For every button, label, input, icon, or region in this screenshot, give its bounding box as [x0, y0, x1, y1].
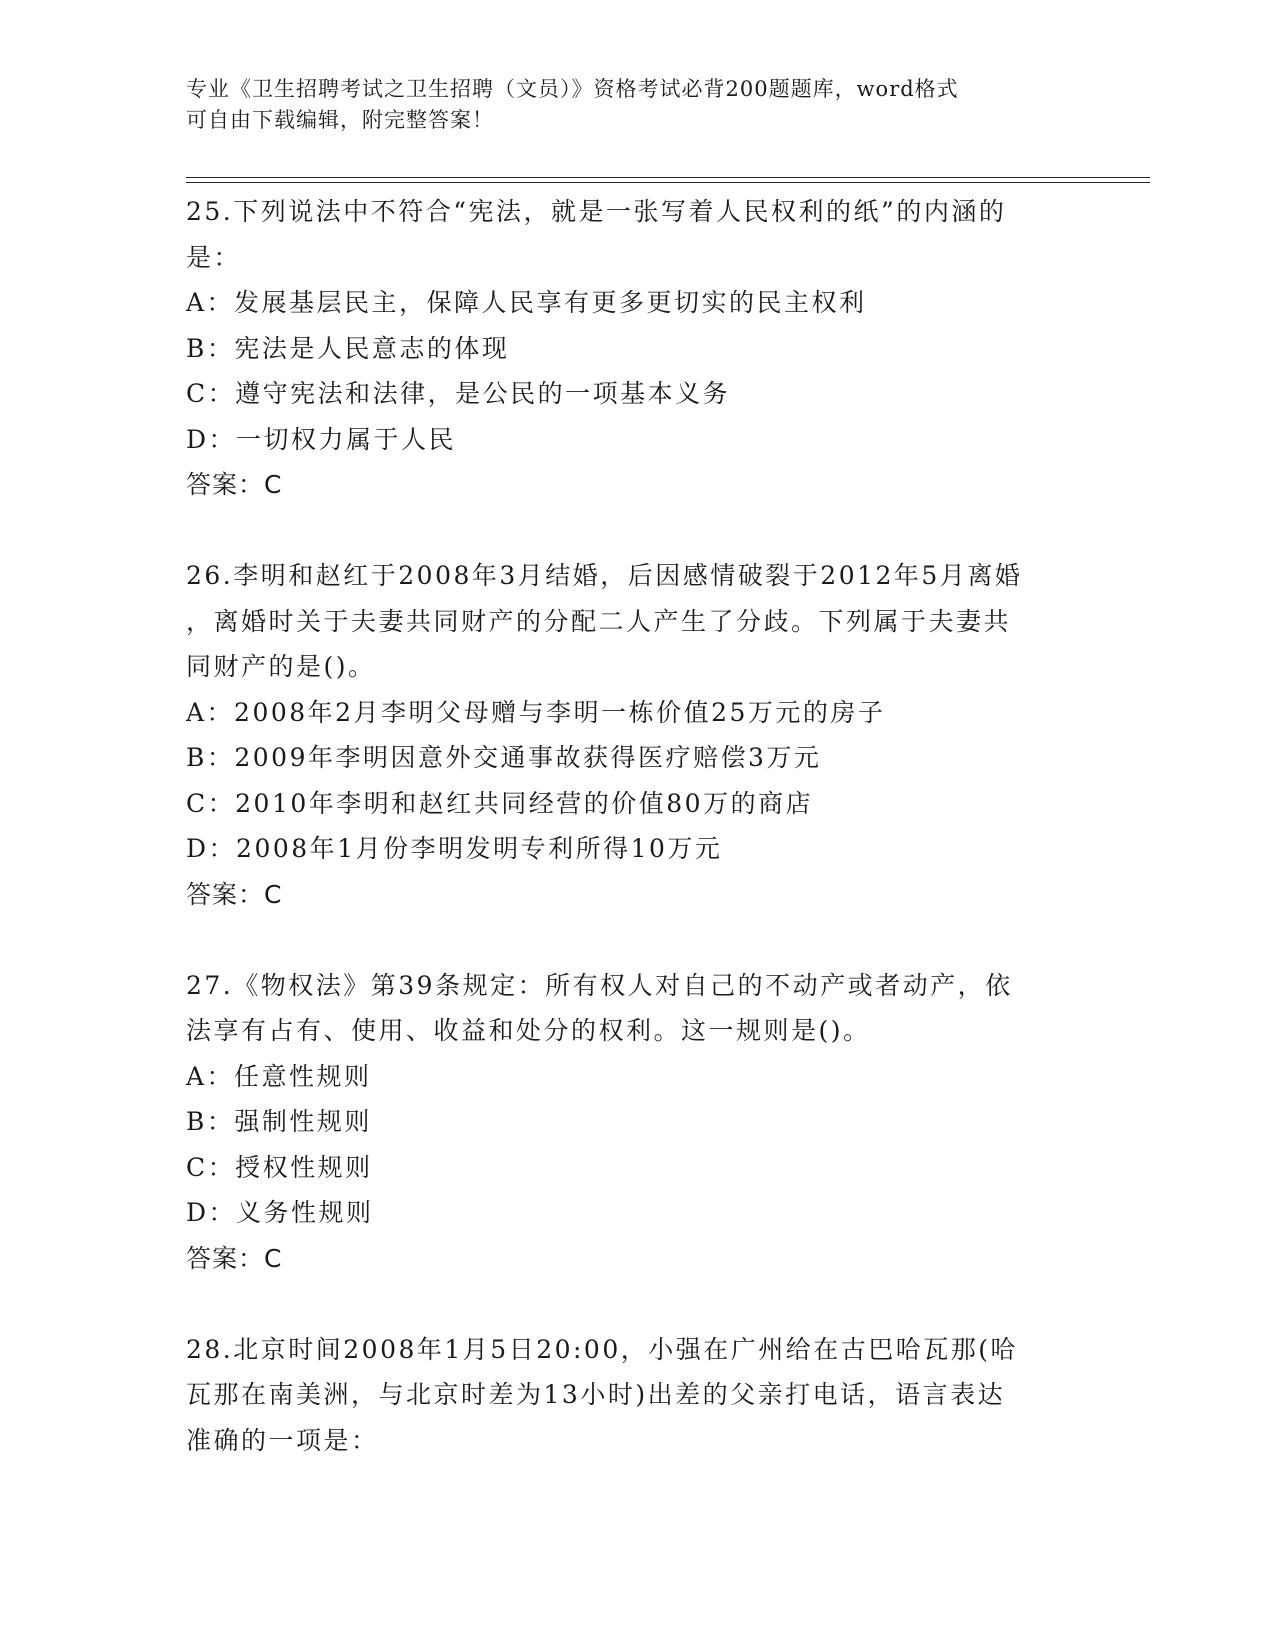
option-d: D：义务性规则 — [186, 1198, 374, 1227]
question-26 — [186, 553, 1086, 917]
option-a: A：2008年2月李明父母赠与李明一栋价值25万元的房子 — [186, 697, 886, 727]
option-a: A：任意性规则 — [186, 1061, 372, 1091]
question-stem-line: 是： — [186, 242, 242, 272]
question-stem-line: 同财产的是()。 — [186, 652, 376, 681]
question-28 — [186, 1327, 1086, 1464]
option-c: C：2010年李明和赵红共同经营的价值80万的商店 — [186, 788, 814, 818]
question-stem-line: 瓦那在南美洲，与北京时差为13小时)出差的父亲打电话，语言表达 — [186, 1380, 1006, 1409]
header-rule-bottom — [186, 182, 1150, 183]
option-b: B：2009年李明因意外交通事故获得医疗赔偿3万元 — [186, 743, 822, 772]
spacer — [186, 917, 1086, 963]
header-line-1: 专业《卫生招聘考试之卫生招聘（文员）》资格考试必背200题题库，word格式 — [186, 77, 959, 101]
option-c: C：授权性规则 — [186, 1152, 373, 1182]
option-c: C：遵守宪法和法律，是公民的一项基本义务 — [186, 379, 731, 408]
spacer — [186, 508, 1086, 554]
question-stem-line: 27.《物权法》第39条规定：所有权人对自己的不动产或者动产，依 — [186, 970, 1013, 1000]
option-d: D：一切权力属于人民 — [186, 424, 457, 454]
document-header — [186, 74, 1066, 136]
answer: 答案：C — [186, 879, 283, 909]
option-b: B：宪法是人民意志的体现 — [186, 333, 510, 363]
question-stem-line: 28.北京时间2008年1月5日20:00，小强在广州给在古巴哈瓦那(哈 — [186, 1334, 1018, 1364]
spacer — [186, 1281, 1086, 1327]
option-d: D：2008年1月份李明发明专利所得10万元 — [186, 834, 723, 863]
header-rule-top — [186, 177, 1150, 178]
answer: 答案：C — [186, 470, 283, 499]
question-stem-line: 26.李明和赵红于2008年3月结婚，后因感情破裂于2012年5月离婚 — [186, 561, 1023, 590]
question-25 — [186, 189, 1086, 508]
question-stem-line: 准确的一项是： — [186, 1425, 379, 1455]
question-stem-line: ，离婚时关于夫妻共同财产的分配二人产生了分歧。下列属于夫妻共 — [186, 606, 1012, 636]
question-stem-line: 25.下列说法中不符合“宪法，就是一张写着人民权利的纸”的内涵的 — [186, 197, 1007, 226]
question-stem-line: 法享有占有、使用、收益和处分的权利。这一规则是()。 — [186, 1016, 871, 1045]
question-list — [186, 189, 1086, 1463]
answer: 答案：C — [186, 1243, 283, 1273]
option-a: A：发展基层民主，保障人民享有更多更切实的民主权利 — [186, 288, 867, 317]
option-b: B：强制性规则 — [186, 1107, 372, 1136]
header-line-2: 可自由下载编辑，附完整答案！ — [186, 108, 494, 132]
question-27 — [186, 963, 1086, 1282]
